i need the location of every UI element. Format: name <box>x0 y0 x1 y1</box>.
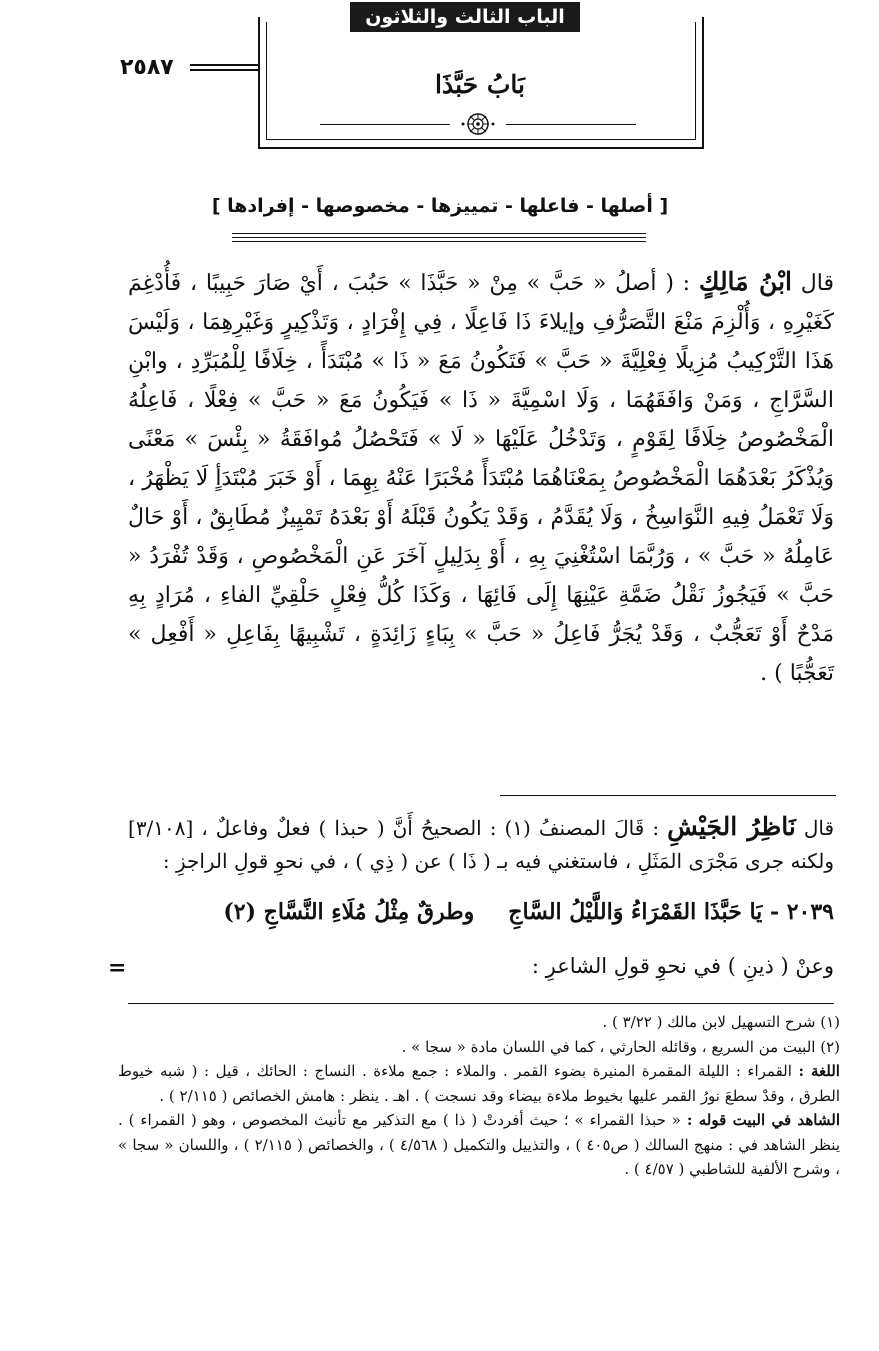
after-verse-line: وعنْ ( ذينِ ) في نحوِ قولِ الشاعرِ : <box>531 954 834 978</box>
subtitle-rule <box>232 233 646 245</box>
footnote-shahid <box>118 1108 840 1182</box>
footnotes <box>118 1010 840 1182</box>
section-subtitle: [ أصلها - فاعلها - تمييزها - مخصوصها - إفرادها ] <box>211 195 669 217</box>
lugha-label: اللغة : <box>798 1062 840 1080</box>
footnote-rule <box>128 1003 834 1004</box>
main-body: : ( أصلُ « حَبَّ » مِنْ « حَبَّذَا » حَبُبَ ، أَيْ صَارَ حَبِيبًا ، فَأُدْغِمَ كَغَيْرِهِ ، وَأُلْزِمَ مَنْعَ التَّصَرُّفِ وإيلاءَ ذَا فَاعِلًا ، فِي إِفْرَادٍ ، وَتَذْكِيرٍ وَغَيْرِهِمَا ، وَلَيْسَ هَذَا التَّرْكِيبُ مُزِيلًا فِعْلِيَّةَ « حَبَّ » فَتَكُونُ مَعَ « ذَا » مُبْتَدَأً ، خِلَافًا لِلْمُبَرِّدِ ، وابْنِ السَّرَّاجِ ، وَمَنْ وَافَقَهُمَا ، وَلَا اسْمِيَّةَ « ذَا » فَيَكُونُ مَعَ « حَبَّ » فِعْلًا ، فَاعِلُهُ الْمَخْصُوصُ خِلَافًا لِقَوْمٍ ، وَتَدْخُلُ عَلَيْهَا « لَا » فَتَحْصُلُ مُوافَقَةُ « بِئْسَ » مَعْنًى وَيُذْكَرُ بَعْدَهُمَا الْمَخْصُوصُ بِمَعْنَاهُمَا مُبْتَدَأً مُخْبَرًا عَنْهُ بِهِمَا ، أَوْ خَبَرَ مُبْتَدَأٍ لَا يَظْهَرُ ، وَلَا تَعْمَلُ فِيهِ النَّوَاسِخُ ، وَلَا يُقَدَّمُ ، وَقَدْ يَكُونُ قَبْلَهُ أَوْ بَعْدَهُ تَمْيِيزٌ مُطَابِقٌ ، أَوْ حَالٌ عَامِلُهُ « حَبَّ » ، وَرُبَّمَا اسْتُغْنِيَ بِهِ ، أَوْ بِدَلِيلٍ آخَرَ عَنِ الْمَخْصُوصِ ، وَقَدْ تُفْرَدُ « حَبَّ » فَيَجُوزُ نَقْلُ ضَمَّةِ عَيْنِهَا إِلَى فَائِهَا ، وَكَذَا كُلُّ فِعْلٍ حَلْقِيِّ الفاءِ ، مُرَادٍ بِهِ مَدْحٌ أَوْ تَعَجُّبٌ ، وَقَدْ يُجَرُّ فَاعِلُ « حَبَّ » بِبَاءٍ زَائِدَةٍ ، تَشْبِيهًا بِفَاعِلِ « أَفْعِل » تَعَجُّبًا ) . <box>128 271 834 686</box>
author-name: ابْنُ مَالِكٍ <box>698 267 792 296</box>
verse-line <box>160 895 834 929</box>
chapter-tab: الباب الثالث والثلاثون <box>350 2 580 32</box>
page-number-rule <box>190 64 260 71</box>
ornament-line-left <box>320 124 450 125</box>
commentary-text <box>128 810 834 878</box>
main-intro: قال <box>800 271 834 296</box>
footnote-lugha <box>118 1059 840 1108</box>
rosette-ornament-icon <box>460 111 496 137</box>
main-text <box>128 262 834 693</box>
commentator-name: نَاظِرُ الجَيْشِ <box>667 812 796 841</box>
footnote-2: (٢) البيت من السريع ، وقائله الحارثي ، كما في اللسان مادة « سجا » . <box>401 1037 840 1056</box>
commentary-paragraph <box>128 810 834 878</box>
main-paragraph <box>128 262 834 693</box>
commentary-body: : قَالَ المصنفُ (١) : الصحيحُ أَنَّ ( حبذا ) فعلٌ وفاعلٌ ، [٣/١٠٨] ولكنه جرى مَجْرَى المَثَلِ ، فاستغني فيه بـ ( ذَا ) عن ( ذِي ) ، في نحوِ قولِ الراجزِ : <box>128 816 834 873</box>
chapter-title: بَابُ حَبَّذَا <box>435 70 525 99</box>
commentary-intro: قال <box>803 816 835 840</box>
ornament-line-right <box>506 124 636 125</box>
section-separator <box>500 795 836 796</box>
verse-first-hemistich: ٢٠٣٩ - يَا حَبَّذَا القَمْرَاءُ وَاللَّيْلُ السَّاجِ <box>508 899 834 925</box>
footnote-1: (١) شرح التسهيل لابن مالك ( ٣/٢٢ ) . <box>602 1013 840 1031</box>
page-number: ٢٥٨٧ <box>120 55 174 80</box>
verse-second-hemistich: وطرقٌ مِثْلُ مُلَاءِ النَّسَّاجِ (٢) <box>223 899 475 925</box>
shahid-text: « حبذا القمراء » ؛ حيث أفردتْ ( ذا ) مع التذكير مع تأنيث المخصوص ، وهو ( القمراء ) . ينظر الشاهد في : منهج السالك ( ص٤٠٥ ) ، والتذييل والتكميل ( ٤/٥٦٨ ) ، والخصائص ( ٢/١١٥ ) ، واللسان « سجا » ، وشرح الألفية للشاطبي ( ٤/٥٧ ) . <box>118 1111 840 1178</box>
lugha-text: القمراء : الليلة المقمرة المنيرة بضوء القمر . والملاء : جمع ملاءة . النساج : الحائك ، قيل : ( شبه خيوط الطرق ، وقدْ سطعَ نورُ القمر عليها بخيوط ملاءة بيضاء وقد نسجت ) . اهـ . ينظر : هامش الخصائص ( ٢/١١٥ ) . <box>118 1062 840 1105</box>
shahid-label: الشاهد في البيت قوله : <box>686 1111 840 1129</box>
continuation-mark: = <box>108 955 127 981</box>
